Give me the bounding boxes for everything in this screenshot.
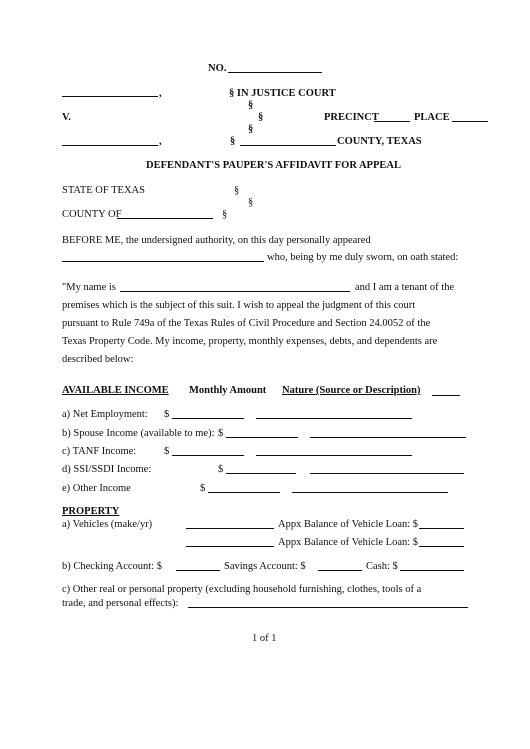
tanf-income-nature[interactable]: [256, 455, 412, 456]
other-income-amount[interactable]: [208, 492, 280, 493]
vehicles-label: a) Vehicles (make/yr): [62, 519, 153, 530]
name-suffix: and I am a tenant of the: [355, 282, 455, 293]
statement-line-1: premises which is the subject of this suit. I wish to appeal the judgment of this court: [62, 300, 416, 311]
net-employment-amount[interactable]: [172, 418, 244, 419]
property-heading: PROPERTY: [62, 506, 120, 517]
affiant-name-field[interactable]: [62, 261, 264, 262]
tanf-income-label: c) TANF Income:: [62, 446, 137, 457]
county-texas-label: COUNTY, TEXAS: [337, 136, 422, 147]
available-income-heading: AVAILABLE INCOME: [62, 385, 169, 396]
dollar-sign: $: [218, 428, 224, 439]
versus-label: V.: [62, 112, 71, 123]
venue-section-mark-3: §: [222, 209, 228, 220]
precinct-field[interactable]: [374, 121, 410, 122]
nature-heading: Nature (Source or Description): [282, 385, 421, 396]
county-field[interactable]: [240, 145, 336, 146]
section-mark-4: §: [230, 136, 236, 147]
savings-account-label: Savings Account: $: [224, 561, 306, 572]
name-prefix: "My name is: [62, 282, 116, 293]
intro-line-2: who, being by me duly sworn, on oath stated:: [267, 252, 459, 263]
case-number-field[interactable]: [228, 72, 322, 73]
plaintiff-name-field[interactable]: [62, 96, 158, 97]
section-mark-3: §: [248, 124, 254, 135]
statement-line-4: described below:: [62, 354, 134, 365]
county-of-label: COUNTY OF: [62, 209, 122, 220]
checking-account-field[interactable]: [176, 570, 220, 571]
other-property-line-1: c) Other real or personal property (excluding household furnishing, clothes, tools of a: [62, 584, 422, 595]
justice-court-label: § IN JUSTICE COURT: [229, 88, 336, 99]
vehicle-loan-label-2: Appx Balance of Vehicle Loan: $: [278, 537, 419, 548]
defendant-name-field[interactable]: [62, 145, 158, 146]
venue-county-field[interactable]: [117, 218, 213, 219]
cash-field[interactable]: [400, 570, 464, 571]
venue-section-mark-1: §: [234, 185, 240, 196]
precinct-label: PRECINCT: [324, 112, 379, 123]
nature-heading-underline: [432, 395, 460, 396]
defendant-comma: ,: [159, 136, 162, 147]
vehicle-loan-label-1: Appx Balance of Vehicle Loan: $: [278, 519, 419, 530]
other-property-line-2: trade, and personal effects):: [62, 598, 179, 609]
net-employment-nature[interactable]: [256, 418, 412, 419]
cash-label: Cash: $: [366, 561, 398, 572]
state-of-texas-label: STATE OF TEXAS: [62, 185, 145, 196]
other-property-field[interactable]: [188, 607, 468, 608]
dollar-sign: $: [200, 483, 206, 494]
ssi-income-nature[interactable]: [310, 473, 464, 474]
dollar-sign: $: [218, 464, 224, 475]
vehicle-loan-1-field[interactable]: [419, 528, 464, 529]
document-title: DEFENDANT'S PAUPER'S AFFIDAVIT FOR APPEAL: [146, 160, 401, 171]
other-income-nature[interactable]: [292, 492, 448, 493]
vehicle-loan-2-field[interactable]: [419, 546, 464, 547]
venue-section-mark-2: §: [248, 197, 254, 208]
spouse-income-label: b) Spouse Income (available to me):: [62, 428, 215, 439]
spouse-income-amount[interactable]: [226, 437, 298, 438]
savings-account-field[interactable]: [318, 570, 362, 571]
spouse-income-nature[interactable]: [310, 437, 466, 438]
dollar-sign: $: [164, 409, 170, 420]
place-label: PLACE: [414, 112, 450, 123]
statement-line-3: Texas Property Code. My income, property, monthly expenses, debts, and dependents are: [62, 336, 438, 347]
plaintiff-comma: ,: [159, 88, 162, 99]
ssi-income-label: d) SSI/SSDI Income:: [62, 464, 152, 475]
net-employment-label: a) Net Employment:: [62, 409, 148, 420]
section-mark-2: §: [258, 112, 264, 123]
checking-account-label: b) Checking Account: $: [62, 561, 163, 572]
intro-line-1: BEFORE ME, the undersigned authority, on this day personally appeared: [62, 235, 371, 246]
case-number-label: NO.: [208, 63, 227, 74]
statement-line-2: pursuant to Rule 749a of the Texas Rules of Civil Procedure and Section 24.0052 of the: [62, 318, 431, 329]
monthly-amount-heading: Monthly Amount: [189, 385, 267, 396]
tenant-name-field[interactable]: [120, 291, 350, 292]
dollar-sign: $: [164, 446, 170, 457]
page-number: 1 of 1: [252, 633, 277, 644]
vehicle-2-field[interactable]: [186, 546, 274, 547]
other-income-label: e) Other Income: [62, 483, 131, 494]
section-mark-1: §: [248, 100, 254, 111]
place-field[interactable]: [452, 121, 488, 122]
ssi-income-amount[interactable]: [226, 473, 296, 474]
tanf-income-amount[interactable]: [172, 455, 244, 456]
vehicle-1-field[interactable]: [186, 528, 274, 529]
